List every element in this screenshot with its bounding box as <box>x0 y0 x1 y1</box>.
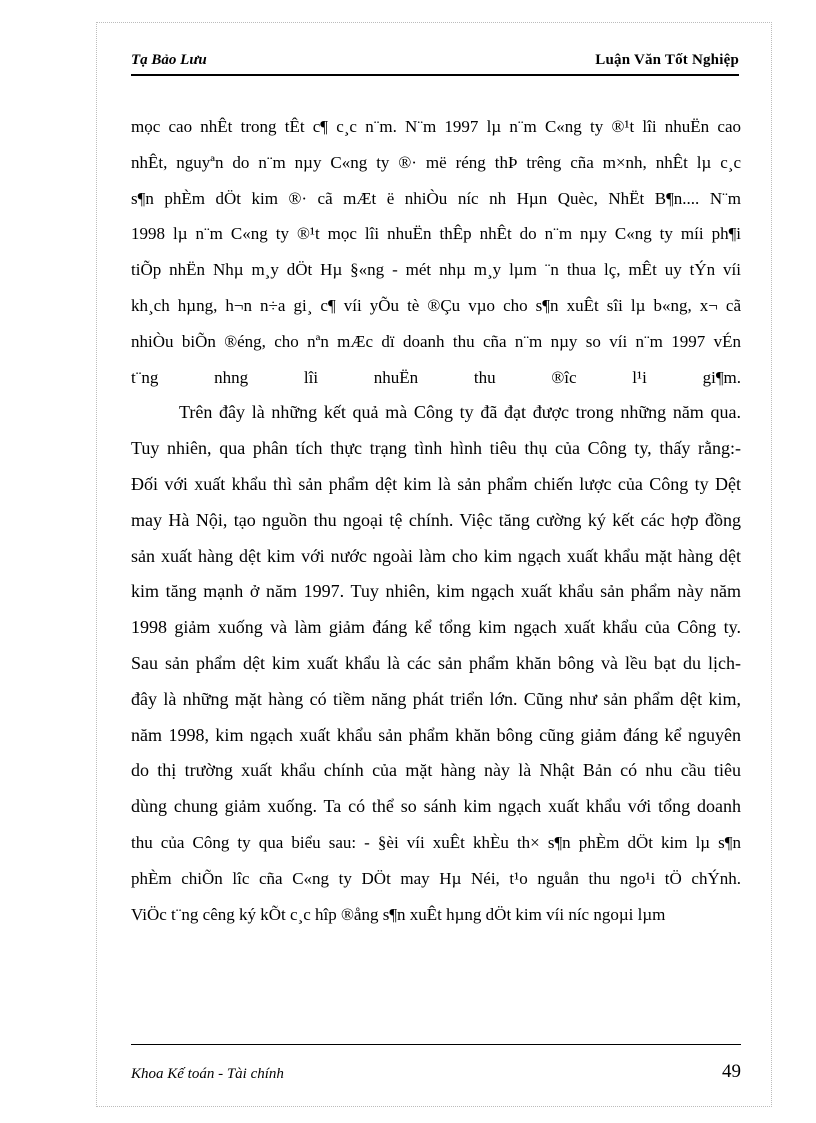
page-header <box>131 48 739 76</box>
text-line: t¨ng nhng lîi nhuËn thu ®îc l¹i gi¶m. <box>131 367 741 387</box>
text-line: kh¸ch hµng, h¬n n÷a gi¸ c¶ víi yÕu tè ®Çu vµo cho s¶n xuÊt sîi lµ b«ng, x¬ cã <box>131 295 741 315</box>
text-line: kim tăng mạnh ở năm 1997. Tuy nhiên, kim ngạch xuất khẩu sản phẩm này năm <box>131 581 741 602</box>
text-line: 1998 giảm xuống và làm giảm đáng kể tổng kim ngạch xuất khẩu của Công ty. <box>131 617 741 638</box>
header-author: Tạ Bảo Lưu <box>131 52 207 68</box>
text-line: ViÖc t¨ng cêng ký kÕt c¸c hîp ®ång s¶n xuÊt hµng dÖt kim víi níc ngoµi lµm <box>131 904 666 924</box>
text-line: tiÕp nhËn Nhµ m¸y dÖt Hµ §«ng - mét nhµ m¸y lµm ¨n thua lç, mÊt uy tÝn víi <box>131 260 741 280</box>
page-number: 49 <box>722 1061 741 1082</box>
body-text <box>131 109 741 932</box>
text-line: 1998 lµ n¨m C«ng ty ®¹t mọc lîi nhuËn thÊp nhÊt do n¨m nµy C«ng ty míi ph¶i <box>131 224 741 244</box>
text-line: Tuy nhiên, qua phân tích thực trạng tình hình tiêu thụ của Công ty, thấy rằng:- <box>131 438 741 459</box>
text-line: may Hà Nội, tạo nguồn thu ngoại tệ chính. Việc tăng cường ký kết các hợp đồng <box>131 509 741 530</box>
text-line: Trên đây là những kết quả mà Công ty đã đạt được trong những năm qua. <box>179 402 741 423</box>
footer-faculty: Khoa Kế toán - Tài chính <box>131 1066 284 1082</box>
text-line: đây là những mặt hàng có tiềm năng phát triển lớn. Cũng như sản phẩm dệt kim, <box>131 688 741 709</box>
text-line: Sau sản phẩm dệt kim xuất khẩu là các sản phẩm khăn bông và lều bạt du lịch- <box>131 652 741 673</box>
text-line: Đối với xuất khẩu thì sản phẩm dệt kim là sản phẩm chiến lược của Công ty Dệt <box>131 473 741 494</box>
text-line: do thị trường xuất khẩu chính của mặt hàng này là Nhật Bản có nhu cầu tiêu <box>131 760 741 781</box>
text-line: dùng chung giảm xuống. Ta có thể so sánh kim ngạch xuất khẩu với tổng doanh <box>131 796 741 817</box>
page-footer <box>131 1044 741 1084</box>
header-rule <box>131 74 739 76</box>
footer-rule <box>131 1044 741 1045</box>
text-line: năm 1998, kim ngạch xuất khẩu sản phẩm khăn bông cũng giảm đáng kể nguyên <box>131 724 741 745</box>
text-line: s¶n phÈm dÖt kim ®· cã mÆt ë nhiÒu níc nh Hµn Quèc, NhËt B¶n.... N¨m <box>131 188 741 208</box>
header-doc-type: Luận Văn Tốt Nghiệp <box>595 52 739 68</box>
text-line: sản xuất hàng dệt kim với nước ngoài làm cho kim ngạch xuất khẩu mặt hàng dệt <box>131 545 741 566</box>
text-line: phÈm chiÕn lîc cña C«ng ty DÖt may Hµ Néi, t¹o nguån thu ngo¹i tÖ chÝnh. <box>131 868 741 888</box>
text-line: thu của Công ty qua biểu sau: - §èi víi xuÊt khÈu th× s¶n phÈm dÖt kim lµ s¶n <box>131 832 741 852</box>
text-line: nhiÒu biÕn ®éng, cho nªn mÆc dï doanh thu cña n¨m nµy so víi n¨m 1997 vÉn <box>131 331 741 351</box>
text-line: nhÊt, nguyªn do n¨m nµy C«ng ty ®· më réng thÞ trêng cña m×nh, nhÊt lµ c¸c <box>131 152 741 172</box>
text-line: mọc cao nhÊt trong tÊt c¶ c¸c n¨m. N¨m 1997 lµ n¨m C«ng ty ®¹t lîi nhuËn cao <box>131 117 741 136</box>
